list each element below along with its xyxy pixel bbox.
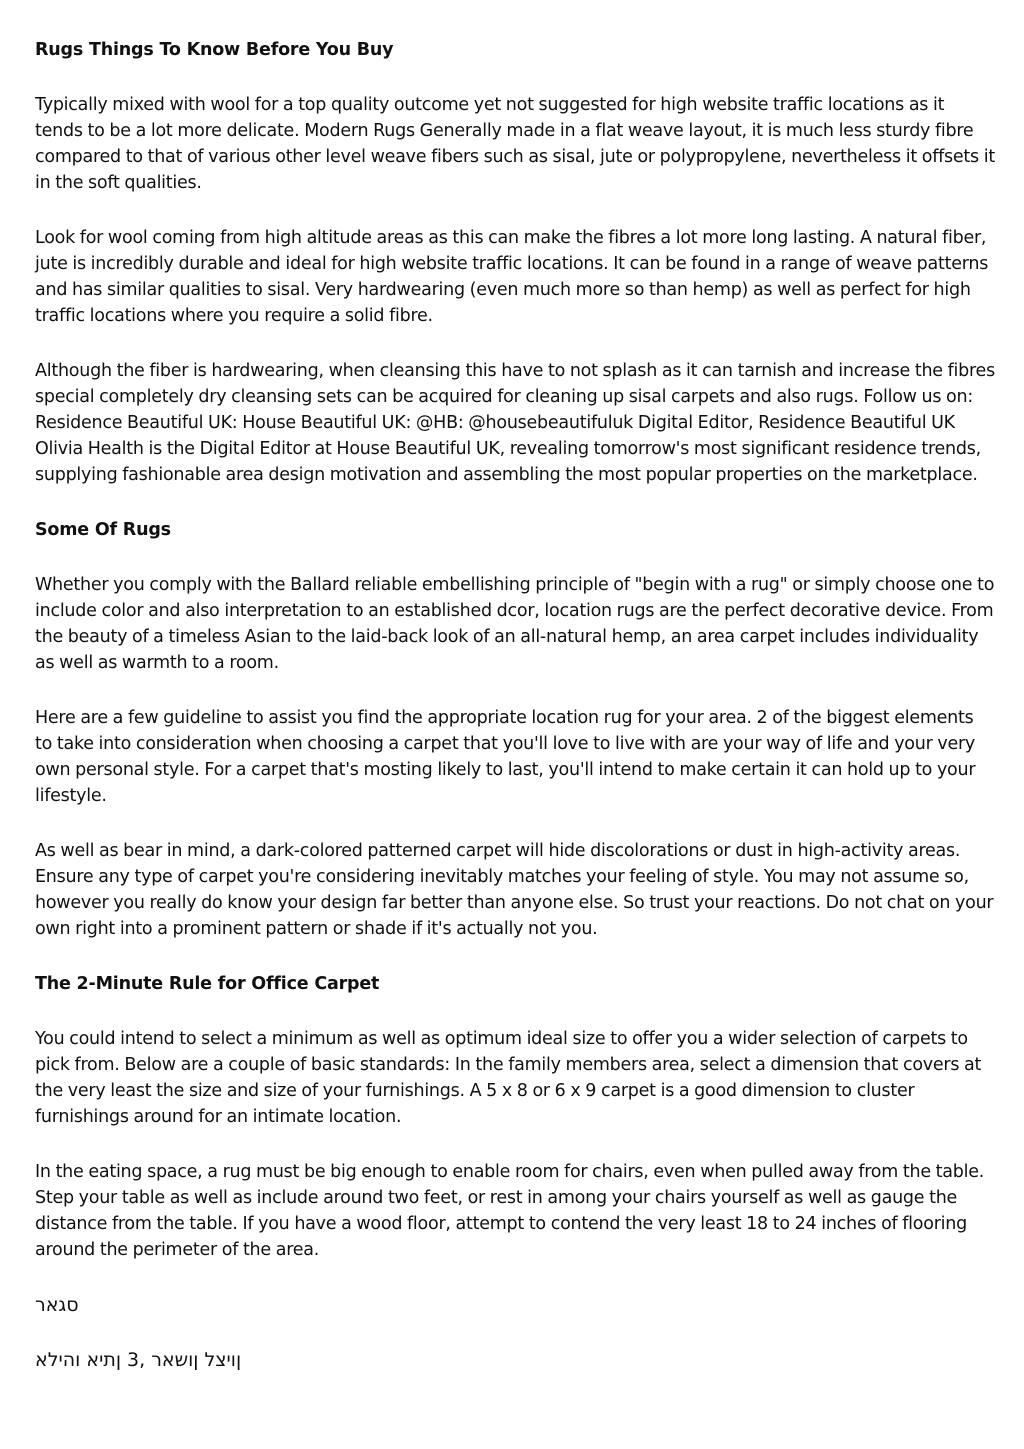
section-office-carpet	[35, 971, 995, 1263]
section-rugs-things	[35, 37, 995, 488]
paragraph: In the eating space, a rug must be big enough to enable room for chairs, even when pulled away from the table. Step your table as well as include around two feet, or rest in among your chairs yourself as well as gauge the distance from the table. If you have a wood floor, attempt to contend the very least 18 to 24 inches of flooring around the perimeter of the area.	[35, 1162, 985, 1260]
paragraph: Although the fiber is hardwearing, when cleansing this have to not splash as it can tarnish and increase the fibres special completely dry cleansing sets can be acquired for cleaning up sisal carpets and also rugs. Follow us on: Residence Beautiful UK: House Beautiful UK: @HB: @housebeautifuluk Digital Editor, Residence Beautiful UK Olivia Health is the Digital Editor at House Beautiful UK, revealing tomorrow's most significant residence trends, supplying fashionable area design motivation and assembling the most popular properties on the marketplace.	[35, 361, 995, 485]
paragraph: Here are a few guideline to assist you find the appropriate location rug for your area. 2 of the biggest elements to take into consideration when choosing a carpet that you'll love to live with are your way of life and your very own personal style. For a carpet that's mosting likely to last, you'll intend to make certain it can hold up to your lifestyle.	[35, 708, 976, 806]
section-heading: Some Of Rugs	[35, 520, 171, 540]
footer-address	[35, 1292, 995, 1373]
paragraph: Look for wool coming from high altitude areas as this can make the fibres a lot more long lasting. A natural fiber, jute is incredibly durable and ideal for high website traffic locations. It can be found in a range of weave patterns and has similar qualities to sisal. Very hardwearing (even much more so than hemp) as well as perfect for high traffic locations where you require a solid fibre.	[35, 228, 989, 326]
section-heading: The 2-Minute Rule for Office Carpet	[35, 974, 380, 994]
paragraph: You could intend to select a minimum as well as optimum ideal size to offer you a wider selection of carpets to pick from. Below are a couple of basic standards: In the family members area, select a dimension that covers at the very least the size and size of your furnishings. A 5 x 8 or 6 x 9 carpet is a good dimension to cluster furnishings around for an intimate location.	[35, 1029, 982, 1127]
footer-line-name: סגאר	[35, 1294, 79, 1316]
paragraph: Typically mixed with wool for a top quality outcome yet not suggested for high website traffic locations as it tends to be a lot more delicate. Modern Rugs Generally made in a flat weave layout, it is much less sturdy fibre compared to that of various other level weave fibers such as sisal, jute or polypropylene, nevertheless it offsets it in the soft qualities.	[35, 95, 995, 193]
paragraph: Whether you comply with the Ballard reliable embellishing principle of "begin with a rug" or simply choose one to include color and also interpretation to an established dcor, location rugs are the perfect decorative device. From the beauty of a timeless Asian to the laid-back look of an all-natural hemp, an area carpet includes individuality as well as warmth to a room.	[35, 575, 995, 673]
section-some-of-rugs	[35, 517, 995, 942]
section-heading: Rugs Things To Know Before You Buy	[35, 40, 394, 60]
footer-line-address: ןויצל ןושאר ,3 ןתיא והילא	[35, 1349, 242, 1371]
paragraph: As well as bear in mind, a dark-colored patterned carpet will hide discolorations or dust in high-activity areas. Ensure any type of carpet you're considering inevitably matches your feeling of style. You may not assume so, however you really do know your design far better than anyone else. So trust your reactions. Do not chat on your own right into a prominent pattern or shade if it's actually not you.	[35, 841, 994, 939]
document-page	[35, 37, 995, 1402]
